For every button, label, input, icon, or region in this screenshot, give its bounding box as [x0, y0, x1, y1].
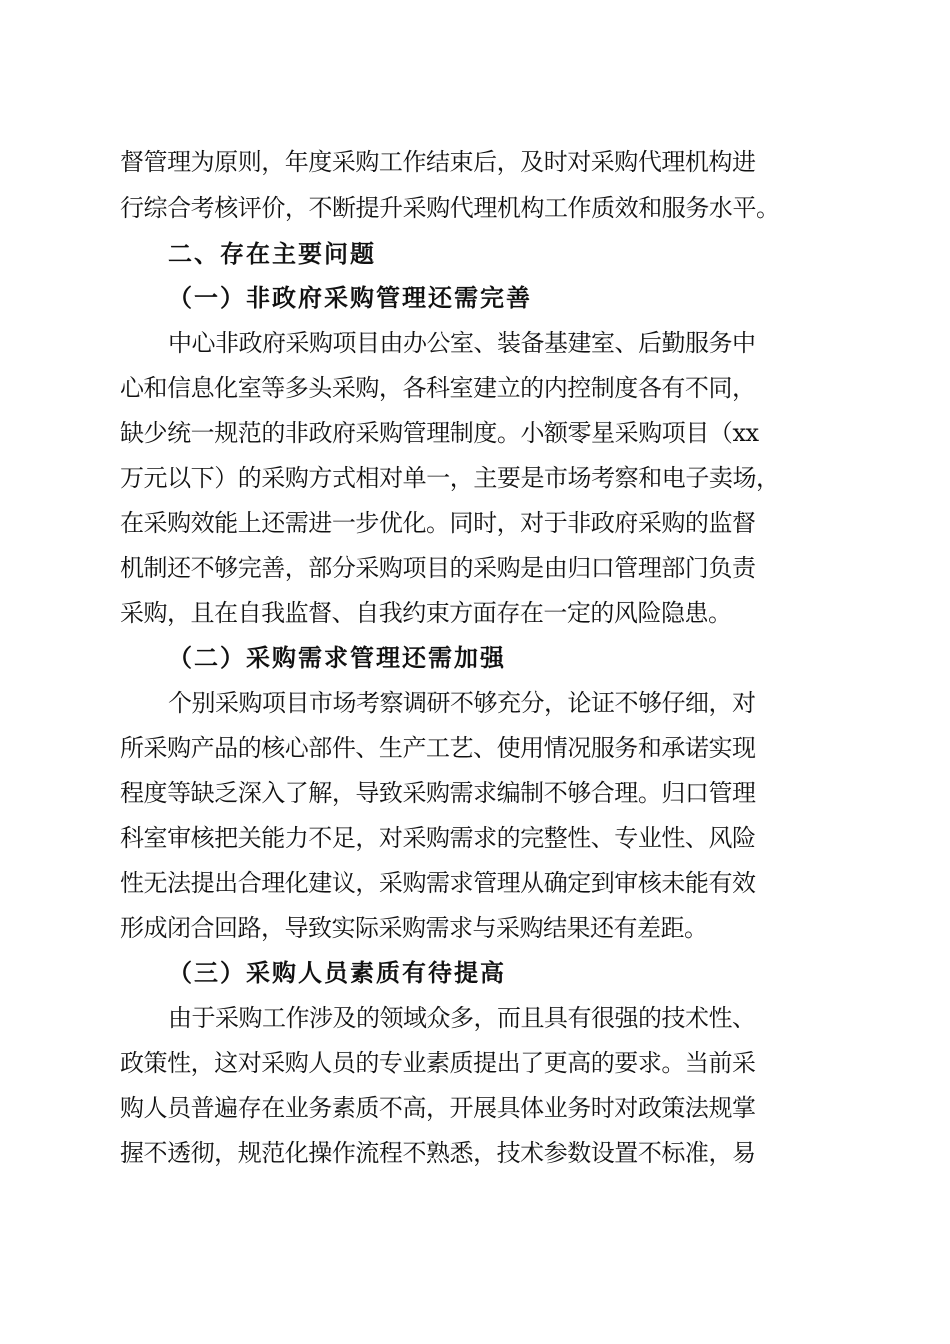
paragraph-line: 形成闭合回路，导致实际采购需求与采购结果还有差距。 — [120, 914, 708, 942]
subsection-heading-2: （二）采购需求管理还需加强 — [168, 643, 506, 672]
paragraph-line: 缺少统一规范的非政府采购管理制度。小额零星采购项目（xx — [120, 419, 759, 447]
subsection-heading-1: （一）非政府采购管理还需完善 — [168, 283, 532, 312]
paragraph-line: 个别采购项目市场考察调研不够充分，论证不够仔细，对 — [168, 689, 756, 717]
paragraph-line: 中心非政府采购项目由办公室、装备基建室、后勤服务中 — [168, 329, 756, 357]
paragraph-line: 心和信息化室等多头采购，各科室建立的内控制度各有不同， — [120, 374, 756, 402]
paragraph-line: 握不透彻，规范化操作流程不熟悉，技术参数设置不标准，易 — [120, 1139, 756, 1167]
paragraph-line: 性无法提出合理化建议，采购需求管理从确定到审核未能有效 — [120, 869, 756, 897]
paragraph-line: 督管理为原则，年度采购工作结束后，及时对采购代理机构进 — [120, 148, 756, 176]
paragraph-line: 机制还不够完善，部分采购项目的采购是由归口管理部门负责 — [120, 554, 756, 582]
paragraph-line: 万元以下）的采购方式相对单一，主要是市场考察和电子卖场， — [120, 464, 780, 492]
paragraph-line: 所采购产品的核心部件、生产工艺、使用情况服务和承诺实现 — [120, 734, 756, 762]
paragraph-line: 行综合考核评价，不断提升采购代理机构工作质效和服务水平。 — [120, 194, 780, 222]
paragraph-line: 采购，且在自我监督、自我约束方面存在一定的风险隐患。 — [120, 599, 732, 627]
paragraph-line: 科室审核把关能力不足，对采购需求的完整性、专业性、风险 — [120, 824, 756, 852]
paragraph-line: 在采购效能上还需进一步优化。同时，对于非政府采购的监督 — [120, 509, 756, 537]
subsection-heading-3: （三）采购人员素质有待提高 — [168, 958, 506, 987]
paragraph-line: 购人员普遍存在业务素质不高，开展具体业务时对政策法规掌 — [120, 1094, 756, 1122]
paragraph-line: 由于采购工作涉及的领域众多，而且具有很强的技术性、 — [168, 1004, 756, 1032]
section-heading: 二、存在主要问题 — [168, 240, 376, 268]
paragraph-line: 政策性，这对采购人员的专业素质提出了更高的要求。当前采 — [120, 1049, 756, 1077]
paragraph-line: 程度等缺乏深入了解，导致采购需求编制不够合理。归口管理 — [120, 779, 756, 807]
